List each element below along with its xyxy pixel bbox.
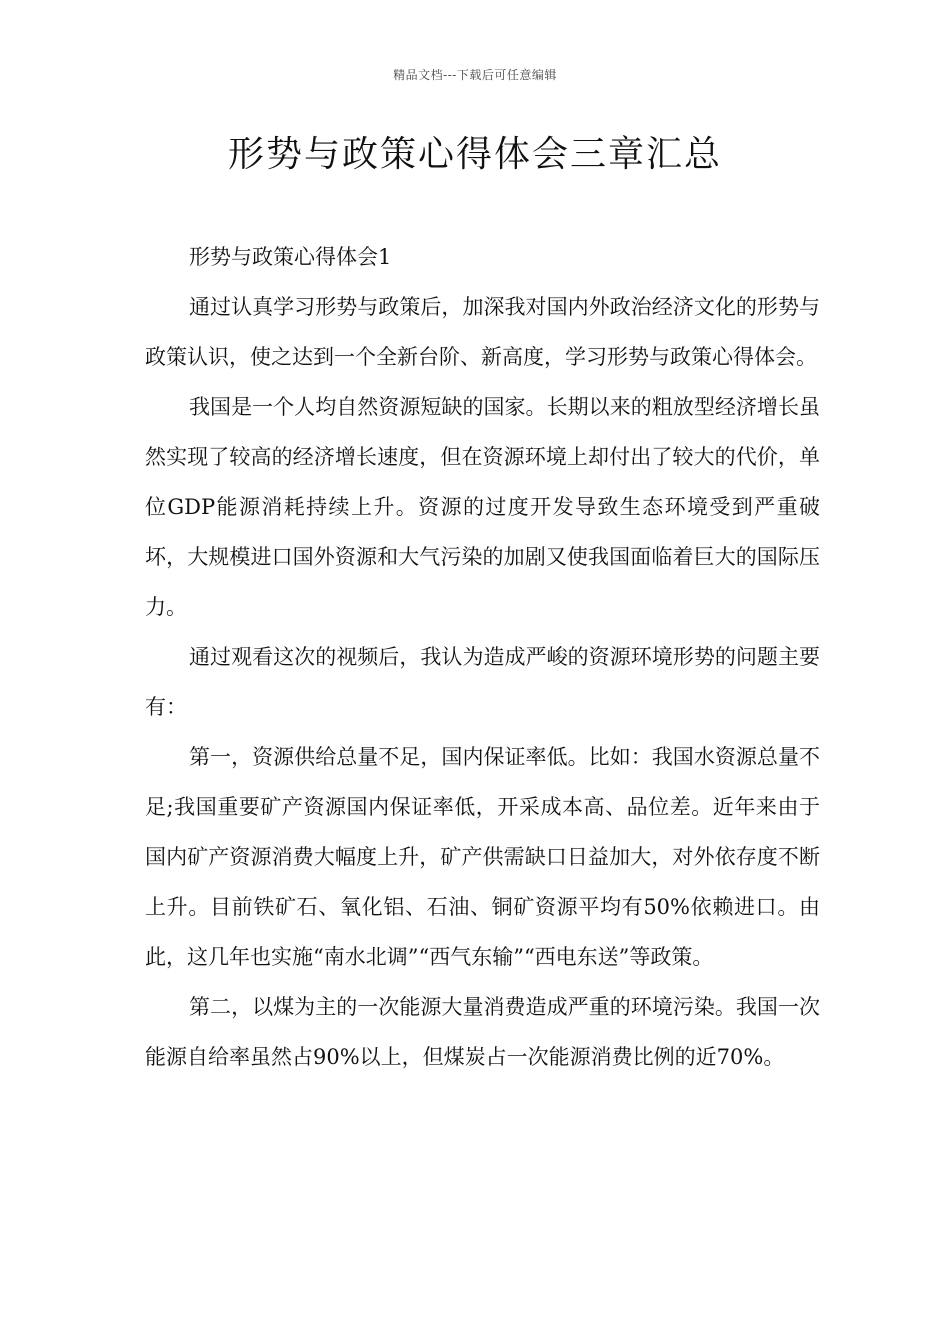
section-heading: 形势与政策心得体会1 — [189, 245, 392, 269]
paragraph-intro: 通过认真学习形势与政策后，加深我对国内外政治经济文化的形势与政策认识，使之达到一个全新台阶、新高度，学习形势与政策心得体会。 — [145, 295, 820, 369]
paragraph-point-one: 第一，资源供给总量不足，国内保证率低。比如：我国水资源总量不足;我国重要矿产资源国内保证率低，开采成本高、品位差。近年来由于国内矿产资源消费大幅度上升，矿产供需缺口日益加大，对外依存度不断上升。目前铁矿石、氧化铝、石油、铜矿资源平均有50%依赖进口。由此，这几年也实施“南水北调”“西气东输”“西电东送”等政策。 — [145, 745, 820, 969]
header-note: 精品文档---下载后可任意编辑 — [393, 68, 557, 82]
document-title: 形势与政策心得体会三章汇总 — [227, 134, 722, 175]
document-body — [145, 232, 820, 1082]
paragraph-resources: 我国是一个人均自然资源短缺的国家。长期以来的粗放型经济增长虽然实现了较高的经济增长速度，但在资源环境上却付出了较大的代价，单位GDP能源消耗持续上升。资源的过度开发导致生态环境受到严重破坏，大规模进口国外资源和大气污染的加剧又使我国面临着巨大的国际压力。 — [145, 395, 820, 619]
paragraph-problems-intro: 通过观看这次的视频后，我认为造成严峻的资源环境形势的问题主要有： — [145, 645, 820, 719]
paragraph-point-two: 第二，以煤为主的一次能源大量消费造成严重的环境污染。我国一次能源自给率虽然占90%以上，但煤炭占一次能源消费比例的近70%。 — [145, 995, 820, 1069]
